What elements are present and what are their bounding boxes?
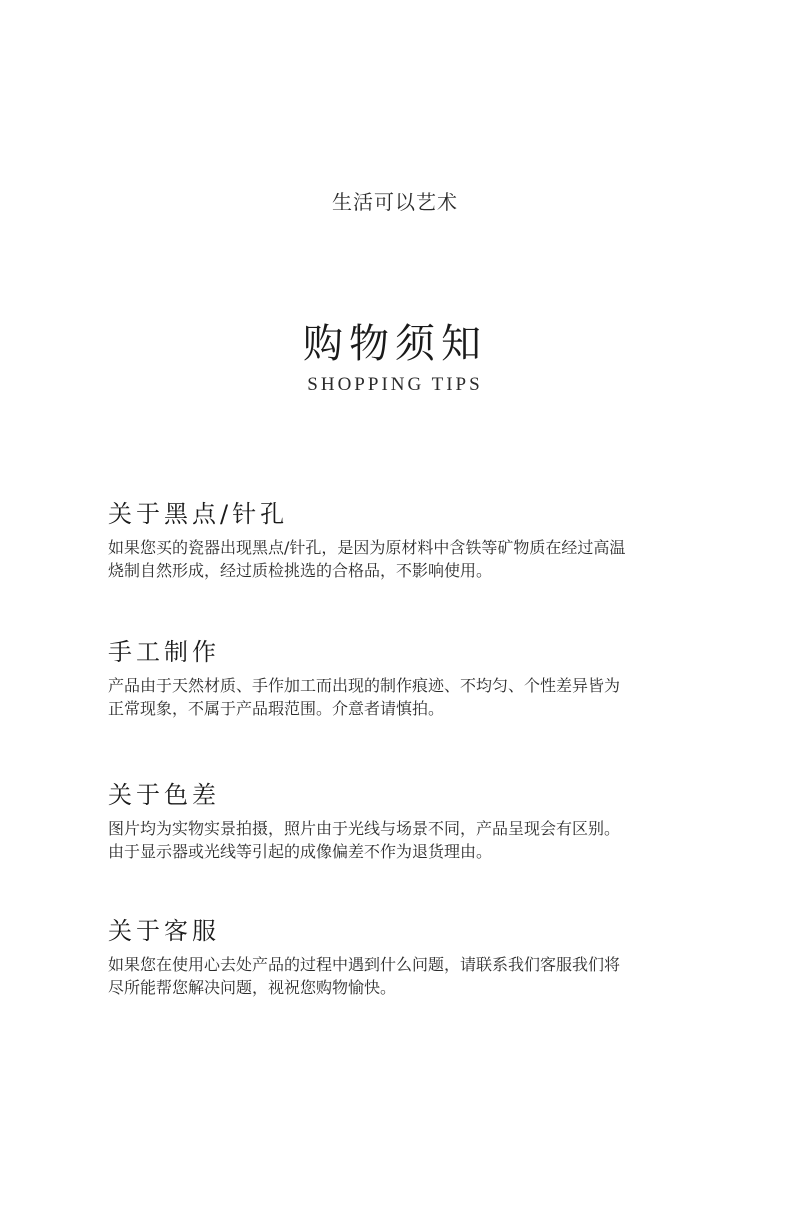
body-line: 产品由于天然材质、手作加工而出现的制作痕迹、不均匀、个性差异皆为 (108, 676, 621, 695)
section-handmade (108, 636, 708, 720)
section-title: 关于色差 (108, 781, 220, 809)
body-line: 如果您在使用心去处产品的过程中遇到什么问题，请联系我们客服我们将 (108, 955, 621, 974)
section-body (108, 674, 708, 720)
page-subtitle: SHOPPING TIPS (307, 374, 483, 395)
body-line: 图片均为实物实景拍摄，照片由于光线与场景不同，产品呈现会有区别。 (108, 819, 621, 838)
section-title: 手工制作 (108, 638, 220, 666)
section-body (108, 817, 708, 863)
section-black-spots (108, 498, 708, 582)
body-line: 烧制自然形成，经过质检挑选的合格品，不影响使用。 (108, 561, 493, 580)
body-line: 由于显示器或光线等引起的成像偏差不作为退货理由。 (108, 842, 493, 861)
body-line: 如果您买的瓷器出现黑点/针孔，是因为原材料中含铁等矿物质在经过高温 (108, 538, 626, 557)
section-body (108, 953, 708, 999)
tagline: 生活可以艺术 (332, 190, 458, 214)
body-line: 尽所能帮您解决问题，视祝您购物愉快。 (108, 978, 397, 997)
page-title: 购物须知 (303, 321, 487, 367)
section-title: 关于客服 (108, 917, 220, 945)
page-heading (0, 318, 790, 396)
body-line: 正常现象，不属于产品瑕范围。介意者请慎拍。 (108, 699, 445, 718)
section-customer-service (108, 915, 708, 999)
section-color-difference (108, 779, 708, 863)
section-body (108, 536, 708, 582)
section-title: 关于黑点/针孔 (108, 500, 289, 528)
